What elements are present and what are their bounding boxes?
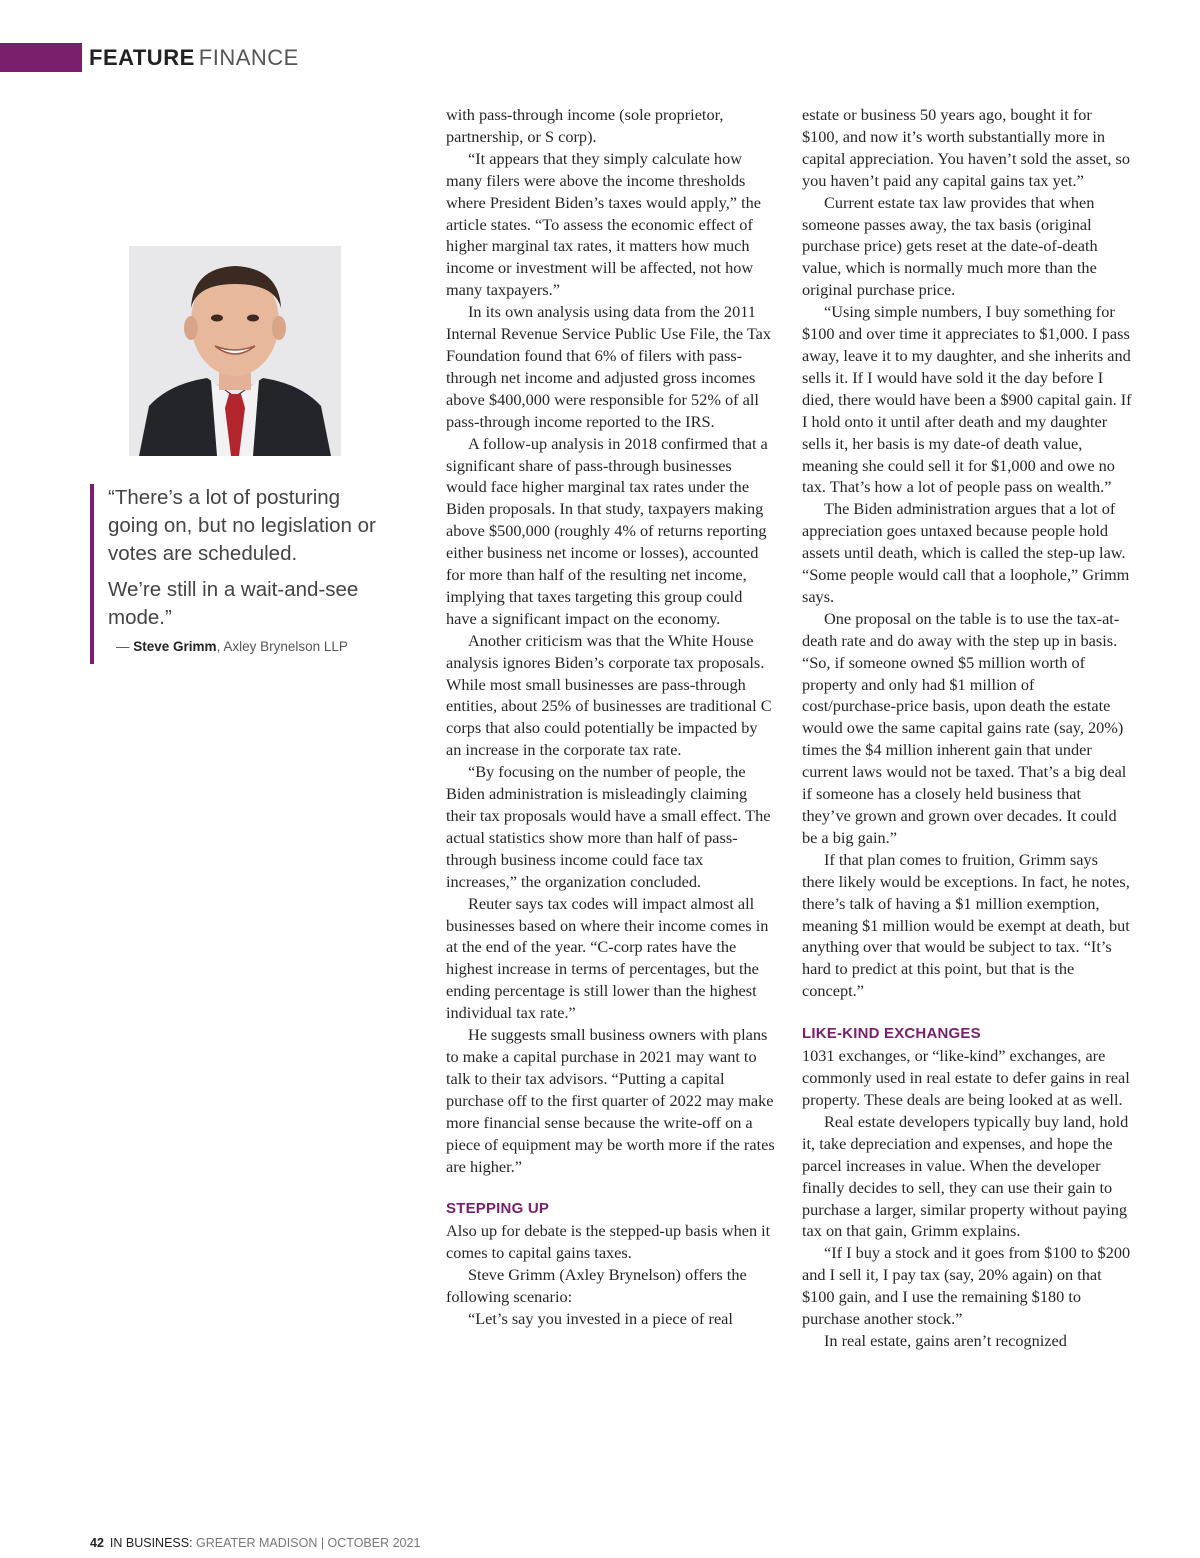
paragraph: Steve Grimm (Axley Brynelson) offers the following scenario: — [446, 1265, 747, 1307]
header-section: FINANCE — [198, 45, 299, 70]
paragraph: “Using simple numbers, I buy something for $100 and over time it appreciates to $1,000. I pass away, leave it to my daughter, and she inherits and sells it. If I would have sold it the day before I died, there would have been a $900 capital gain. If I hold onto it until after death and my daughter sells it, her basis is my date-of death value, meaning she could sell it for $1,000 and owe no tax. That’s how a lot of people pass on wealth.” — [802, 302, 1132, 497]
pull-quote-line-2: We’re still in a wait-and-see mode.” — [108, 578, 359, 629]
paragraph: “It appears that they simply calculate how many filers were above the income thresholds where President Biden’s taxes would apply,” the article states. “To assess the economic effect of higher marginal tax rates, it matters how much income or investment will be affected, not how many taxpayers.” — [446, 148, 761, 300]
edition-info: GREATER MADISON | OCTOBER 2021 — [192, 1536, 421, 1550]
subheading-stepping-up: STEPPING UP — [446, 1200, 550, 1218]
paragraph: The Biden administration argues that a lot of appreciation goes untaxed because people hold assets until death, which is called the step-up law. “Some people would call that a loophole,” Grimm says. — [802, 499, 1130, 606]
header-accent-bar — [0, 43, 82, 72]
article-column-2 — [802, 104, 1132, 1352]
portrait-photo — [129, 246, 341, 456]
paragraph: “By focusing on the number of people, the Biden administration is misleadingly claiming their tax proposals would have a small effect. The actual statistics show more than half of pass-through business income could face tax increases,” the organization concluded. — [446, 762, 771, 891]
paragraph: In its own analysis using data from the 2011 Internal Revenue Service Public Use File, the Tax Foundation found that 6% of filers with pass-through net income and adjusted gross incomes above $400,000 were responsible for 52% of all pass-through income reported to the IRS. — [446, 302, 771, 431]
attribution-name: Steve Grimm — [133, 639, 217, 654]
attribution-dash: — — [116, 639, 134, 654]
paragraph: Another criticism was that the White House analysis ignores Biden’s corporate tax proposals. While most small businesses are pass-through entities, about 25% of businesses are traditional C corps that also could potentially be impacted by an increase in the corporate tax rate. — [446, 630, 772, 760]
pull-quote-line-1: “There’s a lot of posturing going on, but no legislation or votes are scheduled. — [108, 486, 376, 565]
paragraph: Also up for debate is the stepped-up basis when it comes to capital gains taxes. — [446, 1221, 771, 1263]
pull-quote — [90, 484, 390, 664]
paragraph: In real estate, gains aren’t recognized — [824, 1330, 1067, 1350]
article-column-1 — [446, 104, 776, 1330]
paragraph: Current estate tax law provides that when someone passes away, the tax basis (original purchase price) gets reset at the date-of-death value, which is normally much more than the original purchase price. — [802, 192, 1098, 300]
page-footer — [90, 1536, 420, 1550]
pull-quote-bar — [90, 484, 94, 664]
paragraph: 1031 exchanges, or “like-kind” exchanges, are commonly used in real estate to defer gains in real property. These deals are being looked at as well. — [802, 1046, 1130, 1109]
paragraph: One proposal on the table is to use the tax-at-death rate and do away with the step up in basis. “So, if someone owned $5 million worth of property and only had $1 million of cost/purchase-price basis, upon death the estate would owe the same capital gains rate (say, 20%) times the $4 million inherent gain that under current laws would not be taxed. That’s a big deal if someone has a closely held business that they’ve grown and grown over decades. It could be a big gain.” — [802, 608, 1127, 847]
pull-quote-attribution — [116, 639, 348, 654]
subheading-like-kind-exchanges: LIKE-KIND EXCHANGES — [802, 1025, 981, 1043]
portrait-illustration — [129, 246, 341, 456]
page-number: 42 — [90, 1536, 104, 1550]
section-header — [89, 45, 299, 71]
paragraph: estate or business 50 years ago, bought it for $100, and now it’s worth substantially more in capital appreciation. You haven’t sold the asset, so you haven’t paid any capital gains tax yet.” — [802, 105, 1130, 190]
header-kicker: FEATURE — [89, 45, 195, 70]
paragraph: Reuter says tax codes will impact almost all businesses based on where their income comes in at the end of the year. “C-corp rates have the highest increase in terms of percentages, but the ending percentage is still lower than the highest individual tax rate.” — [446, 893, 769, 1023]
paragraph: “If I buy a stock and it goes from $100 to $200 and I sell it, I pay tax (say, 20% again) on that $100 gain, and I use the remaining $180 to purchase another stock.” — [802, 1243, 1131, 1329]
attribution-affiliation: , Axley Brynelson LLP — [216, 639, 348, 654]
paragraph: A follow-up analysis in 2018 confirmed that a significant share of pass-through businesses would face higher marginal tax rates under the Biden proposals. In that study, taxpayers making above $500,000 (roughly 4% of returns reporting either business net income or losses), accounted for more than half of the resulting net income, implying that taxes targeting this group could have a significant impact on the economy. — [446, 433, 768, 628]
paragraph: with pass-through income (sole proprietor, partnership, or S corp). — [446, 105, 724, 146]
paragraph: If that plan comes to fruition, Grimm says there likely would be exceptions. In fact, he notes, there’s talk of having a $1 million exemption, meaning $1 million would be exempt at death, but anything over that would be subject to tax. “It’s hard to predict at this point, but that is the concept.” — [802, 849, 1130, 1001]
paragraph: Real estate developers typically buy land, hold it, take depreciation and expenses, and hope the parcel increases in value. When the developer finally decides to sell, they can use their gain to purchase a larger, similar property without paying tax on that gain, Grimm explains. — [802, 1111, 1129, 1241]
paragraph: He suggests small business owners with plans to make a capital purchase in 2021 may want to talk to their tax advisors. “Putting a capital purchase off to the first quarter of 2022 may make more financial sense because the write-off on a piece of equipment may be worth more if the rates are higher.” — [446, 1025, 775, 1176]
publication-name: IN BUSINESS: — [109, 1536, 193, 1550]
paragraph: “Let’s say you invested in a piece of real — [468, 1309, 733, 1329]
pull-quote-text — [108, 484, 383, 640]
